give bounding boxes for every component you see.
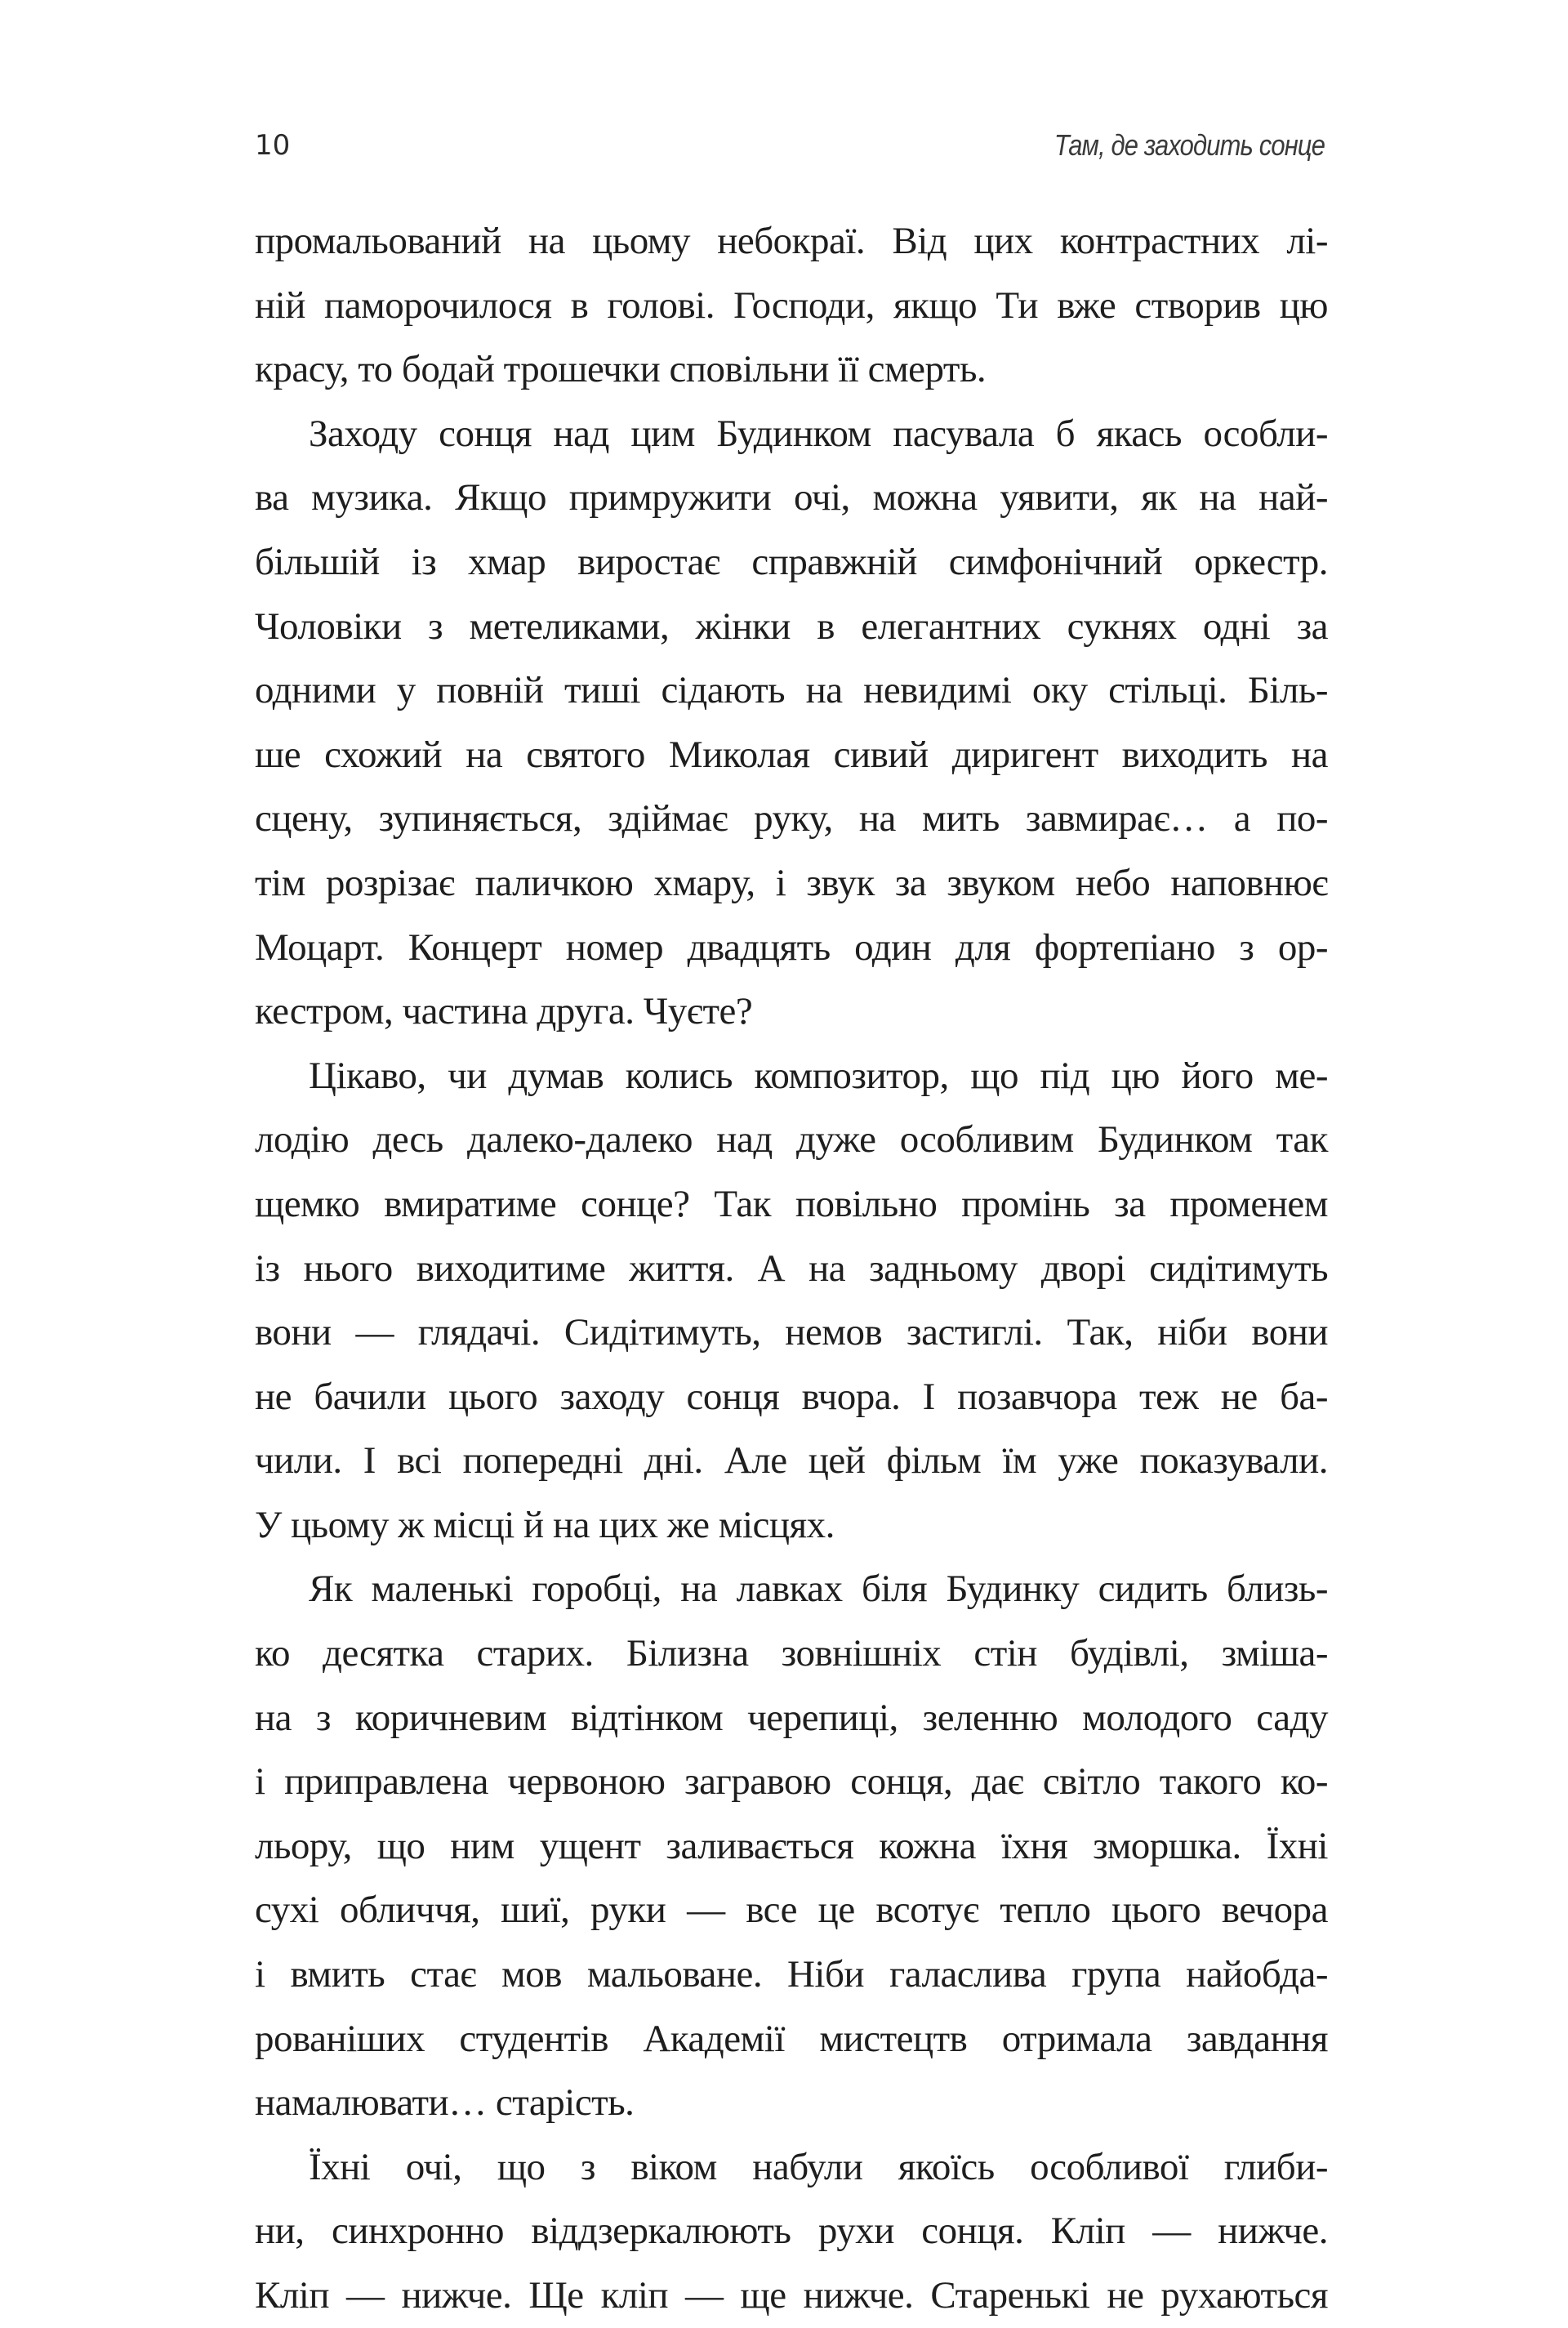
text-line: із нього виходитиме життя. А на задньому дворі сидітимуть [255, 1247, 1328, 1290]
text-line: Чоловіки з метеликами, жінки в елегантних сукнях одні за [255, 604, 1328, 648]
text-line: більшій із хмар виростає справжній симфонічний оркестр. [255, 540, 1328, 583]
text-line: одними у повній тиші сідають на невидимі оку стільці. Біль- [255, 669, 1328, 712]
text-line: льору, що ним ущент заливається кожна їхня зморшка. Їхні [255, 1824, 1328, 1867]
text-line: красу, то бодай трошечки сповільни її смерть. [255, 348, 987, 391]
text-line: намалювати… старість. [255, 2081, 635, 2125]
text-line: на з коричневим відтінком черепиці, зеленню молодого саду [255, 1696, 1328, 1739]
paragraph-first-line: Заходу сонця над цим Будинком пасувала б якась особли- [309, 412, 1328, 455]
text-line: ко десятка старих. Білизна зовнішніх стін будівлі, зміша- [255, 1632, 1328, 1675]
text-line: тім розрізає паличкою хмару, і звук за звуком небо наповнює [255, 861, 1328, 904]
paragraph-first-line: Як маленькі горобці, на лавках біля Будинку сидить близь- [309, 1568, 1328, 1611]
body-text [255, 209, 1328, 2328]
text-line: кестром, частина друга. Чуєте? [255, 990, 753, 1033]
page-number: 10 [255, 129, 291, 162]
text-line: вони — глядачі. Сидітимуть, немов застиглі. Так, ніби вони [255, 1311, 1328, 1354]
text-line: ни, синхронно віддзеркалюють рухи сонця. Кліп — нижче. [255, 2210, 1328, 2253]
text-line: сухі обличчя, шиї, руки — все це всотує тепло цього вечора [255, 1889, 1328, 1932]
text-line: не бачили цього заходу сонця вчора. І позавчора теж не ба- [255, 1375, 1328, 1418]
running-title: Там, де заходить сонце [1054, 128, 1325, 162]
text-line: щемко вмиратиме сонце? Так повільно промінь за променем [255, 1182, 1328, 1225]
text-line: ва музика. Якщо примружити очі, можна уявити, як на най- [255, 476, 1328, 520]
text-line: ній паморочилося в голові. Господи, якщо Ти вже створив цю [255, 283, 1328, 327]
text-line: і приправлена червоною загравою сонця, дає світло такого ко- [255, 1760, 1328, 1804]
text-line: ше схожий на святого Миколая сивий диригент виходить на [255, 733, 1328, 776]
text-line: Кліп — нижче. Ще кліп — ще нижче. Старенькі не рухаються [255, 2274, 1328, 2317]
text-line: чили. І всі попередні дні. Але цей фільм їм уже показували. [255, 1439, 1328, 1483]
text-line: сцену, зупиняється, здіймає руку, на мить завмирає… а по- [255, 797, 1328, 841]
text-line: і вмить стає мов мальоване. Ніби галаслива група найобда- [255, 1953, 1328, 1996]
text-line: рованіших студентів Академії мистецтв отримала завдання [255, 2017, 1328, 2060]
text-line: промальований на цьому небокраї. Від цих контрастних лі- [255, 220, 1328, 262]
paragraph-first-line: Цікаво, чи думав колись композитор, що під цю його ме- [309, 1054, 1328, 1097]
text-line: У цьому ж місці й на цих же місцях. [255, 1503, 835, 1546]
text-line: Моцарт. Концерт номер двадцять один для фортепіано з ор- [255, 925, 1328, 969]
text-line: лодію десь далеко-далеко над дуже особливим Будинком так [255, 1118, 1328, 1162]
paragraph-first-line: Їхні очі, що з віком набули якоїсь особливої глиби- [309, 2145, 1328, 2188]
